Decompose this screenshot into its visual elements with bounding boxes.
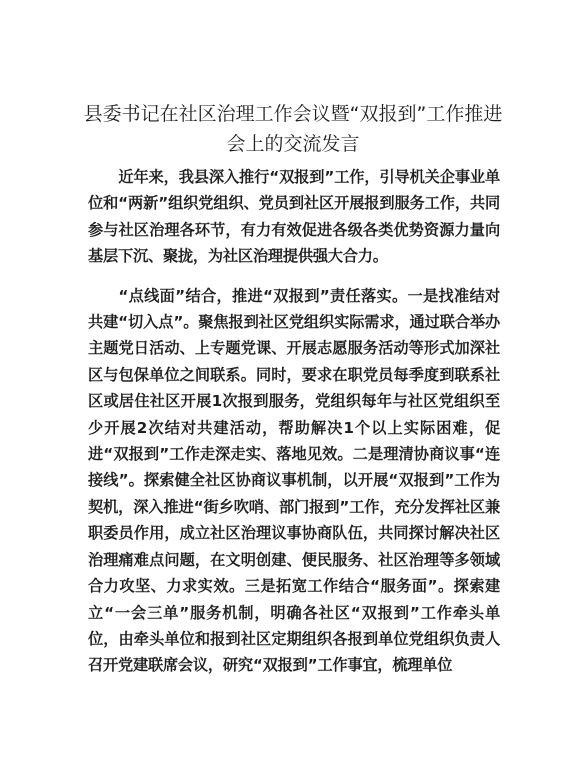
paragraph-section-1: “点线面”结合，推进“双报到”责任落实。一是找准结对共建“切入点”。聚焦报到社区党组织实际需求，通过联合举办主题党日活动、上专题党课、开展志愿服务活动等形式加深社区与包保单位之间联系。同时，要求在职党员每季度到联系社区或居住社区开展1次报到服务，党组织每年与社区党组织至少开展2次结对共建活动，帮助解决1个以上实际困难，促进“双报到”工作走深走实、落地见效。二是理清协商议事“连接线”。探索健全社区协商议事机制，以开展“双报到”工作为契机，深入推进“街乡吹哨、部门报到”工作，充分发挥社区兼职委员作用，成立社区治理议事协商队伍，共同探讨解决社区治理痛难点问题，在文明创建、便民服务、社区治理等多领域合力攻坚、力求实效。三是拓宽工作结合“服务面”。探索建立“一会三单”服务机制，明确各社区“双报到”工作牵头单位，由牵头单位和报到社区定期组织各报到单位党组织负责人召开党建联席会议，研究“双报到”工作事宜，梳理单位 — [88, 286, 500, 675]
document-title: 县委书记在社区治理工作会议暨“双报到”工作推进会上的交流发言 — [83, 103, 503, 155]
paragraph-intro: 近年来，我县深入推行“双报到”工作，引导机关企事业单位和“两新”组织党组织、党员到社区开展报到服务工作，共同参与社区治理各环节，有力有效促进各级各类优势资源力量向基层下沉、聚拢，为社区治理提供强大合力。 — [88, 168, 500, 266]
document-body — [88, 164, 500, 679]
